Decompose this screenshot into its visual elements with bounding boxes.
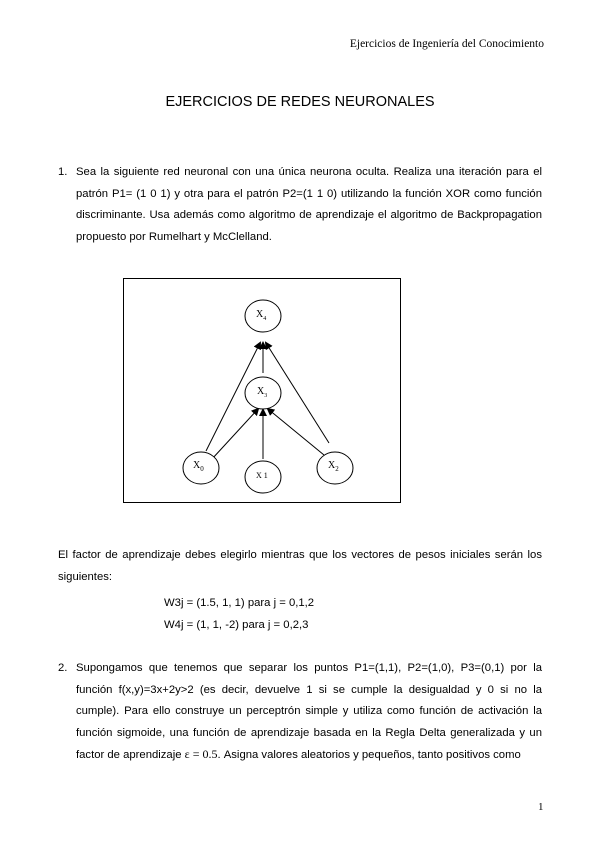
exercise-1-text: Sea la siguiente red neuronal con una única neurona oculta. Realiza una iteración para el patrón P1= (1 0 1) y otra para el patrón P2=(1 1 0) utilizando la función XOR como función discriminante. Usa además como algoritmo de aprendizaje el algoritmo de Backpropagation propuesto por Rumelhart y McClelland.	[76, 166, 542, 243]
node-x1-label: X 1	[256, 471, 268, 480]
epsilon-value: ε = 0.5	[184, 747, 218, 761]
running-header: Ejercicios de Ingeniería del Conocimiento	[349, 38, 544, 50]
exercise-2-text-after: . Asigna valores aleatorios y pequeños, tanto positivos como	[217, 749, 521, 761]
page-title: EJERCICIOS DE REDES NEURONALES	[165, 94, 435, 110]
node-x2-label: $X_2$	[328, 460, 339, 473]
node-x0-label: $X_0$	[193, 460, 204, 473]
page-number: 1	[538, 801, 544, 813]
edge-x0-x3	[212, 409, 258, 459]
node-x3-label: $X_3$	[257, 386, 268, 399]
weights-w3: W3j = (1.5, 1, 1) para j = 0,1,2	[164, 597, 315, 609]
exercise-2-number: 2.	[58, 662, 68, 674]
node-x4-label: $X_4$	[256, 309, 267, 322]
edge-x2-x3	[268, 409, 324, 455]
exercise-2-text-before: Supongamos que tenemos que separar los puntos P1=(1,1), P2=(1,0), P3=(0,1) por la función f(x,y)=3x+2y>2 (es decir, devuelve 1 si se cumple la desigualdad y 0 si no la cumple). Para ello construye un perceptrón simple y utiliza como función de activación la función sigmoide, una función de aprendizaje basada en la Regla Delta generalizada y un factor de aprendizaje	[76, 662, 542, 761]
exercise-1-number: 1.	[58, 166, 68, 178]
weights-w4: W4j = (1, 1, -2) para j = 0,2,3	[164, 619, 309, 631]
learning-factor-text: El factor de aprendizaje debes elegirlo mientras que los vectores de pesos iniciales serán los siguientes:	[58, 549, 542, 583]
exercise-2-text	[76, 658, 542, 767]
neural-network-diagram	[123, 278, 401, 503]
